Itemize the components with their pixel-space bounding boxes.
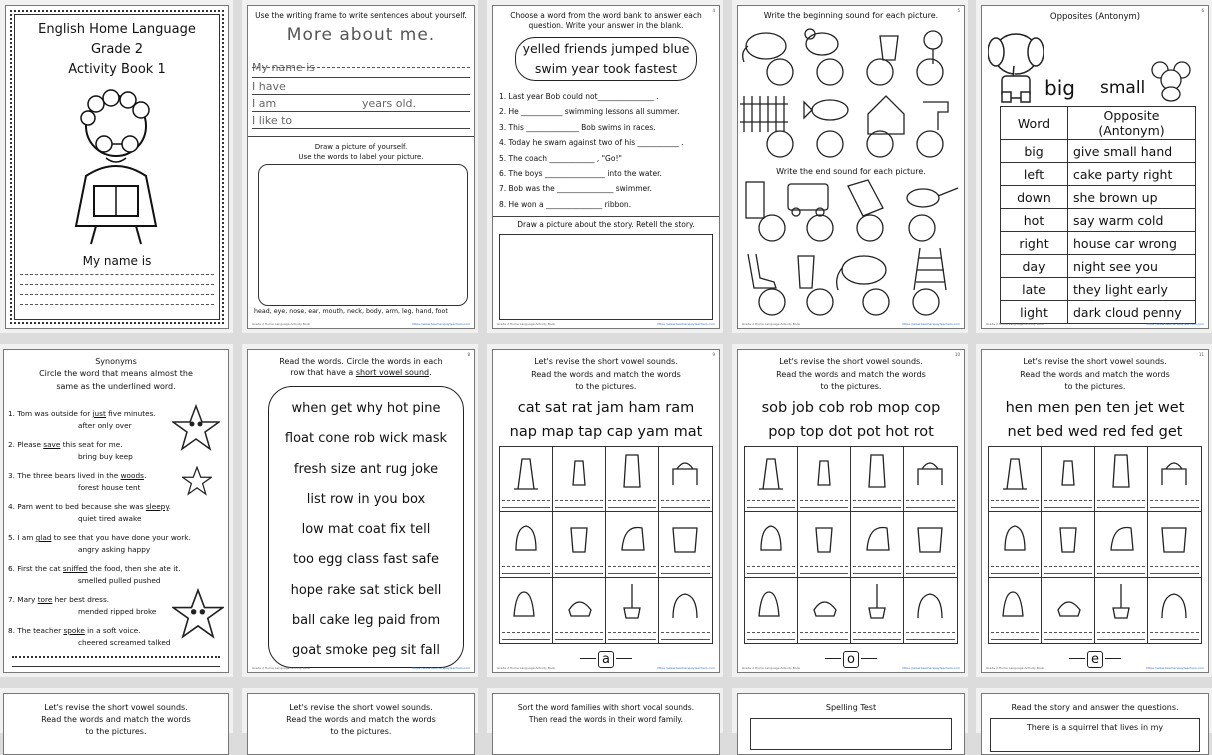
word-row: list row in you box bbox=[306, 491, 426, 507]
picture-cell bbox=[659, 578, 712, 643]
synonym-options: cheered screamed talked bbox=[78, 638, 171, 647]
picture-icon bbox=[806, 580, 842, 622]
vowel-label bbox=[738, 648, 964, 668]
picture-cell bbox=[745, 447, 798, 512]
question-text: the food, then she ate it. bbox=[87, 564, 181, 573]
picture-icon bbox=[753, 580, 789, 622]
table-cell-word: late bbox=[1001, 278, 1068, 301]
picture-icon bbox=[508, 449, 544, 491]
vowel-letter: o bbox=[843, 651, 859, 668]
question-text: 8. The teacher bbox=[8, 626, 64, 635]
word-line-1: sob job cob rob mop cop bbox=[761, 399, 941, 416]
question-text: 4. Pam went to bed because she was bbox=[8, 502, 146, 511]
instruction-3: to the pictures. bbox=[1064, 382, 1126, 391]
word-line-1: cat sat rat jam ham ram bbox=[517, 399, 695, 416]
vowel-letter: e bbox=[1087, 651, 1103, 668]
thumbnail-cell-14[interactable] bbox=[732, 688, 968, 733]
instruction-1: Let's revise the short vowel sounds. bbox=[779, 357, 923, 366]
question-text: this seat for me. bbox=[60, 440, 123, 449]
picture-cell bbox=[1095, 447, 1148, 512]
instruction-2: Read the words and match the words bbox=[1020, 369, 1170, 379]
word-row: hope rake sat stick bell bbox=[290, 582, 442, 598]
word-row: goat smoke peg sit fall bbox=[291, 643, 440, 659]
word-row: float cone rob wick mask bbox=[284, 431, 448, 447]
synonym-options: angry asking happy bbox=[78, 545, 151, 554]
beginning-sound-instruction: Write the beginning sound for each picture. bbox=[763, 11, 939, 20]
star-icon bbox=[172, 404, 220, 452]
page-match-short-o: 10 Let's revise the short vowel sounds. Read the words and match the words to the pictures. sob job cob rob mop cop pop top dot pot hot rot o Grade 2 Home Language Activity Book https://www.teacherspayteachers.com bbox=[737, 349, 965, 673]
question: 1. Last year Bob could not_______________ . bbox=[499, 92, 659, 101]
picture-cell bbox=[904, 447, 957, 512]
underlined-word: save bbox=[43, 440, 61, 449]
picture-cell bbox=[553, 512, 606, 577]
page-title: Opposites (Antonym) bbox=[1049, 12, 1141, 22]
picture-icon bbox=[508, 514, 544, 556]
instruction-1: Let's revise the short vowel sounds. bbox=[534, 357, 678, 366]
picture-cell bbox=[1042, 447, 1095, 512]
picture-icon bbox=[1103, 514, 1139, 556]
synonym-question bbox=[8, 563, 224, 575]
word-row: low mat coat fix tell bbox=[301, 522, 431, 538]
picture-cell bbox=[745, 578, 798, 643]
question-list bbox=[499, 89, 719, 212]
word-line-1: hen men pen ten jet wet bbox=[1005, 399, 1185, 416]
name-label: My name is bbox=[82, 254, 152, 268]
picture-cell bbox=[1095, 578, 1148, 643]
picture-cell bbox=[904, 512, 957, 577]
word-row: fresh size ant rug joke bbox=[293, 461, 439, 477]
table-cell-word: day bbox=[1001, 255, 1068, 278]
table-cell-word: hot bbox=[1001, 209, 1068, 232]
picture-icon bbox=[997, 449, 1033, 491]
story-text: There is a squirrel that lives in my bbox=[1026, 723, 1164, 732]
question: 8. He won a _______________ ribbon. bbox=[499, 199, 632, 209]
instruction-3: to the pictures. bbox=[85, 727, 147, 736]
synonym-options: bring buy keep bbox=[78, 452, 133, 461]
instruction-1: Circle the word that means almost the bbox=[39, 369, 193, 378]
instruction-1: Read the words. Circle the words in each bbox=[279, 357, 443, 366]
cover-title: English Home Language bbox=[38, 22, 196, 37]
page-synonyms bbox=[3, 349, 229, 673]
question-text: . bbox=[168, 502, 171, 511]
picture-cell bbox=[989, 447, 1042, 512]
frame-line-3: I am bbox=[252, 97, 277, 110]
picture-icon bbox=[1050, 449, 1086, 491]
instruction-3: to the pictures. bbox=[820, 382, 882, 391]
instruction-1: Sort the word families with short vocal sounds. bbox=[517, 703, 695, 712]
picture-icon bbox=[561, 580, 597, 622]
picture-icon bbox=[1050, 580, 1086, 622]
underlined-word: just bbox=[92, 409, 106, 418]
picture-grid bbox=[988, 446, 1202, 644]
frame-line-4: I like to bbox=[252, 114, 293, 127]
question-text: 5. I am bbox=[8, 533, 36, 542]
picture-icon bbox=[614, 514, 650, 556]
picture-cell bbox=[798, 578, 851, 643]
table-cell-options: night see you bbox=[1068, 255, 1196, 278]
thumbnail-cell-10[interactable] bbox=[976, 344, 1212, 677]
page-title: Spelling Test bbox=[825, 703, 877, 712]
picture-icon bbox=[614, 449, 650, 491]
picture-icon bbox=[1103, 580, 1139, 622]
frame-line-2: I have bbox=[252, 80, 286, 93]
question: 3. This ______________ Bob swims in races. bbox=[499, 122, 656, 132]
question: 7. Bob was the _______________ swimmer. bbox=[499, 184, 652, 194]
table-cell-options: say warm cold bbox=[1068, 209, 1196, 232]
picture-icon bbox=[508, 580, 544, 622]
drawing-box bbox=[258, 164, 468, 306]
page-title: Read the story and answer the questions. bbox=[1011, 703, 1179, 712]
thumbnail-cell-8[interactable] bbox=[487, 344, 723, 677]
picture-icon bbox=[912, 580, 948, 622]
question-text: 7. Mary bbox=[8, 595, 38, 604]
instruction-2: Then read the words in their word family. bbox=[528, 715, 684, 724]
table-cell-options: they light early bbox=[1068, 278, 1196, 301]
page-match-12 bbox=[247, 693, 475, 755]
page-story-questions bbox=[981, 693, 1209, 755]
question-text: 3. The three bears lived in the bbox=[8, 471, 121, 480]
picture-icon bbox=[1156, 449, 1192, 491]
page-match-short-e: 11 Let's revise the short vowel sounds. Read the words and match the words to the pictures. hen men pen ten jet wet net bed wed red fed get e Grade 2 Home Language Activity Book https://www.teacherspayteachers.com bbox=[981, 349, 1209, 673]
word-row: too egg class fast safe bbox=[292, 552, 440, 568]
page-more-about-me: Use the writing frame to write sentences about yourself. More about me. My name is I have I am years old. I like to Draw a picture of yourself. Use the words to label your picture. head, eye, nose, ear, mouth, neck, body, arm, leg, hand, foot Grade 2 Home Language Activity Book https://www.teacherspayteachers.com bbox=[247, 5, 475, 329]
synonym-question bbox=[8, 501, 224, 513]
picture-icon bbox=[561, 449, 597, 491]
picture-cell bbox=[500, 578, 553, 643]
instruction-2: Read the words and match the words bbox=[776, 369, 926, 379]
draw-instruction-1: Draw a picture of yourself. bbox=[314, 143, 408, 151]
draw-instruction-2: Use the words to label your picture. bbox=[298, 153, 424, 161]
draw-instruction: Draw a picture about the story. Retell the story. bbox=[517, 220, 695, 229]
word-row: when get why hot pine bbox=[291, 401, 441, 416]
word-line-2: net bed wed red fed get bbox=[1007, 423, 1183, 440]
vowel-label bbox=[982, 648, 1208, 668]
mouse-icon bbox=[1150, 58, 1194, 102]
picture-icon bbox=[667, 514, 703, 556]
instruction-1: Let's revise the short vowel sounds. bbox=[289, 703, 433, 712]
instruction-3: to the pictures. bbox=[330, 727, 392, 736]
picture-cell bbox=[553, 447, 606, 512]
underlined-word: spoke bbox=[63, 626, 85, 635]
underlined-word: woods bbox=[120, 471, 144, 480]
question: 6. The boys ________________ into the water. bbox=[499, 169, 662, 179]
picture-icon bbox=[1156, 580, 1192, 622]
table-cell-options: dark cloud penny bbox=[1068, 301, 1196, 324]
table-cell-word: right bbox=[1001, 232, 1068, 255]
decorative-border bbox=[12, 656, 220, 667]
underlined-word: sniffed bbox=[62, 564, 88, 573]
page-heading: More about me. bbox=[286, 25, 436, 45]
picture-cell bbox=[1148, 512, 1201, 577]
question: 4. Today he swam against two of his ___________ . bbox=[499, 138, 684, 148]
picture-icon bbox=[859, 514, 895, 556]
table-cell-word: big bbox=[1001, 140, 1068, 163]
question-text: 6. First the cat bbox=[8, 564, 63, 573]
picture-cell bbox=[1148, 447, 1201, 512]
page-instruction: Use the writing frame to write sentences about yourself. bbox=[255, 11, 467, 20]
picture-cell bbox=[851, 578, 904, 643]
picture-icon bbox=[1103, 449, 1139, 491]
star-icon bbox=[172, 588, 224, 640]
thumbnail-cell-9[interactable] bbox=[732, 344, 968, 677]
star-icon bbox=[182, 466, 212, 496]
thumbnail-cell-13[interactable] bbox=[487, 688, 723, 733]
vowel-label bbox=[493, 648, 719, 668]
page-word-bank: 4 Choose a word from the word bank to answer each question. Write your answer in the blank. yelled friends jumped blue swim year took fastest 1. Last year Bob could not_______________ . 2. He ___________ swimming lessons all summer. 3. This ______________ Bob swims in races. 4. Today he swam against two of his ___________ . 5. The coach ____________ , "Go!" 6. The boys ________________ into the water. 7. Bob was the _______________ swimmer. 8. He won a _______________ ribbon. Draw a picture about the story. Retell the story. Grade 2 Home Language Activity Book https://www.teacherspayteachers.com bbox=[492, 5, 720, 329]
picture-cell bbox=[904, 578, 957, 643]
page-title: Synonyms bbox=[95, 357, 137, 366]
cover-grade: Grade 2 bbox=[90, 42, 144, 57]
word-bank-line-1: yelled friends jumped blue bbox=[522, 41, 690, 56]
question-text: . bbox=[143, 471, 147, 480]
picture-icon bbox=[753, 449, 789, 491]
picture-icon bbox=[667, 449, 703, 491]
picture-cell bbox=[798, 512, 851, 577]
page-short-vowel-circle: 8 Read the words. Circle the words in each row that have a short vowel sound. when get why hot pine float cone rob wick mask fresh size ant rug joke list row in you box low mat coat fix tell too egg class fast safe hope rake sat stick bell ball cake leg paid from goat smoke peg sit fall Grade 2 Home Language Activity Book https://www.teacherspayteachers.com bbox=[247, 349, 475, 673]
thumbnail-cell-4[interactable] bbox=[732, 0, 968, 333]
picture-icon bbox=[806, 514, 842, 556]
instruction-2: Read the words and match the words bbox=[41, 715, 191, 724]
picture-cell bbox=[1042, 578, 1095, 643]
page-cover bbox=[5, 5, 229, 329]
instruction-2: Read the words and match the words bbox=[531, 369, 681, 379]
picture-cell bbox=[798, 447, 851, 512]
question-text: 1. Tom was outside for bbox=[8, 409, 93, 418]
page-word-families bbox=[492, 693, 720, 755]
thumbnail-cell-1[interactable] bbox=[0, 0, 233, 333]
page-match-short-a: 9 Let's revise the short vowel sounds. Read the words and match the words to the pictures. cat sat rat jam ham ram nap map tap cap yam mat a Grade 2 Home Language Activity Book https://www.teacherspayteachers.com bbox=[492, 349, 720, 673]
word-small: small bbox=[1100, 78, 1146, 98]
picture-cell bbox=[606, 578, 659, 643]
picture-cell bbox=[553, 578, 606, 643]
word-bank-line-2: swim year took fastest bbox=[534, 61, 678, 76]
picture-icon bbox=[912, 449, 948, 491]
frame-line-1: My name is bbox=[252, 61, 315, 74]
word-line-2: nap map tap cap yam mat bbox=[509, 423, 703, 440]
picture-icon bbox=[1156, 514, 1192, 556]
col-header-opposite: Opposite (Antonym) bbox=[1068, 107, 1196, 140]
page-sounds: 5 Write the beginning sound for each picture. Write the end sound for each picture. Grade 2 Home Language Activity Book https://www.teacherspayteachers.com bbox=[737, 5, 965, 329]
vowel-letter: a bbox=[598, 651, 614, 668]
picture-icon bbox=[997, 514, 1033, 556]
question-text: 2. Please bbox=[8, 440, 44, 449]
instruction-1: Let's revise the short vowel sounds. bbox=[44, 703, 188, 712]
picture-icon bbox=[667, 580, 703, 622]
picture-cell bbox=[989, 512, 1042, 577]
picture-icon bbox=[997, 580, 1033, 622]
thumbnail-cell-2[interactable] bbox=[242, 0, 478, 333]
picture-icon bbox=[859, 449, 895, 491]
synonym-options: quiet tired awake bbox=[78, 514, 142, 523]
picture-cell bbox=[500, 447, 553, 512]
picture-icon bbox=[1050, 514, 1086, 556]
instruction-3: to the pictures. bbox=[575, 382, 637, 391]
picture-cell bbox=[659, 512, 712, 577]
picture-cell bbox=[1095, 512, 1148, 577]
word-rows bbox=[268, 394, 464, 667]
table-cell-options: cake party right bbox=[1068, 163, 1196, 186]
table-cell-word: down bbox=[1001, 186, 1068, 209]
underlined-word: sleepy bbox=[145, 502, 169, 511]
instruction-2: same as the underlined word. bbox=[56, 382, 176, 391]
thumbnail-cell-11[interactable] bbox=[0, 688, 233, 736]
drawing-box bbox=[499, 234, 713, 320]
page-instruction: Choose a word from the word bank to answer each question. Write your answer in the blank. bbox=[510, 11, 702, 30]
question-text: to see that you have done your work. bbox=[51, 533, 191, 542]
picture-cell bbox=[1042, 512, 1095, 577]
picture-cell bbox=[500, 512, 553, 577]
question-text: in a soft voice. bbox=[84, 626, 141, 635]
frame-line-3-end: years old. bbox=[362, 97, 417, 110]
picture-icon bbox=[614, 580, 650, 622]
page-opposites: 6 Opposites (Antonym) big small Word Opposite (Antonym) big give small hand left cake party right down she brown up hot say warm cold right house car wrong day night see you late they light early light dark cloud penny Grade 2 Home Language Activity Book https://www.teacherspayteachers.com bbox=[981, 5, 1209, 329]
picture-cell bbox=[745, 512, 798, 577]
synonym-options: smelled pulled pushed bbox=[78, 576, 161, 585]
girl-reading-illustration bbox=[56, 86, 176, 246]
instruction-1: Let's revise the short vowel sounds. bbox=[1023, 357, 1167, 366]
page-match-11 bbox=[3, 693, 229, 755]
word-big: big bbox=[1044, 76, 1075, 100]
end-sound-pictures bbox=[738, 178, 964, 318]
word-bank bbox=[515, 37, 697, 81]
picture-cell bbox=[606, 512, 659, 577]
table-cell-options: give small hand bbox=[1068, 140, 1196, 163]
picture-cell bbox=[851, 512, 904, 577]
synonym-options: forest house tent bbox=[78, 483, 141, 492]
cover-book: Activity Book 1 bbox=[68, 62, 166, 77]
question-text: five minutes. bbox=[105, 409, 156, 418]
table-cell-word: light bbox=[1001, 301, 1068, 324]
underlined-word: glad bbox=[35, 533, 52, 542]
synonym-options: after only over bbox=[78, 421, 132, 430]
col-header-word: Word bbox=[1001, 107, 1068, 140]
table-cell-word: left bbox=[1001, 163, 1068, 186]
synonym-question bbox=[8, 532, 224, 544]
table-cell-options: house car wrong bbox=[1068, 232, 1196, 255]
synonym-options: mended ripped broke bbox=[78, 607, 157, 616]
page-spelling-test bbox=[737, 693, 965, 755]
instruction-2: row that have a bbox=[290, 368, 354, 377]
picture-grid bbox=[744, 446, 958, 644]
question: 5. The coach ____________ , "Go!" bbox=[499, 153, 622, 163]
picture-cell bbox=[989, 578, 1042, 643]
picture-cell bbox=[851, 447, 904, 512]
word-line-2: pop top dot pot hot rot bbox=[768, 423, 934, 440]
picture-cell bbox=[1148, 578, 1201, 643]
picture-icon bbox=[753, 514, 789, 556]
question: 2. He ___________ swimming lessons all summer. bbox=[499, 107, 680, 117]
thumbnail-cell-5[interactable] bbox=[976, 0, 1212, 333]
picture-icon bbox=[806, 449, 842, 491]
end-sound-instruction: Write the end sound for each picture. bbox=[776, 167, 926, 176]
table-cell-options: she brown up bbox=[1068, 186, 1196, 209]
thumbnail-cell-15[interactable] bbox=[976, 688, 1212, 733]
question-text: her best dress. bbox=[52, 595, 110, 604]
label-words: head, eye, nose, ear, mouth, neck, body, arm, leg, hand, foot bbox=[254, 308, 448, 315]
picture-icon bbox=[912, 514, 948, 556]
picture-cell bbox=[659, 447, 712, 512]
beginning-sound-pictures bbox=[738, 22, 964, 162]
thumbnail-cell-3[interactable] bbox=[487, 0, 723, 333]
thumbnail-cell-12[interactable] bbox=[242, 688, 478, 736]
elephant-icon bbox=[988, 26, 1044, 104]
word-row: ball cake leg paid from bbox=[291, 613, 441, 629]
picture-icon bbox=[561, 514, 597, 556]
picture-cell bbox=[606, 447, 659, 512]
thumbnail-cell-7[interactable] bbox=[242, 344, 478, 677]
picture-icon bbox=[859, 580, 895, 622]
underlined-word: tore bbox=[37, 595, 53, 604]
picture-grid bbox=[499, 446, 713, 644]
instruction-underlined: short vowel sound bbox=[355, 368, 430, 377]
thumbnail-cell-6[interactable] bbox=[0, 344, 233, 677]
instruction-2: Read the words and match the words bbox=[286, 715, 436, 724]
opposites-table bbox=[1000, 106, 1196, 324]
